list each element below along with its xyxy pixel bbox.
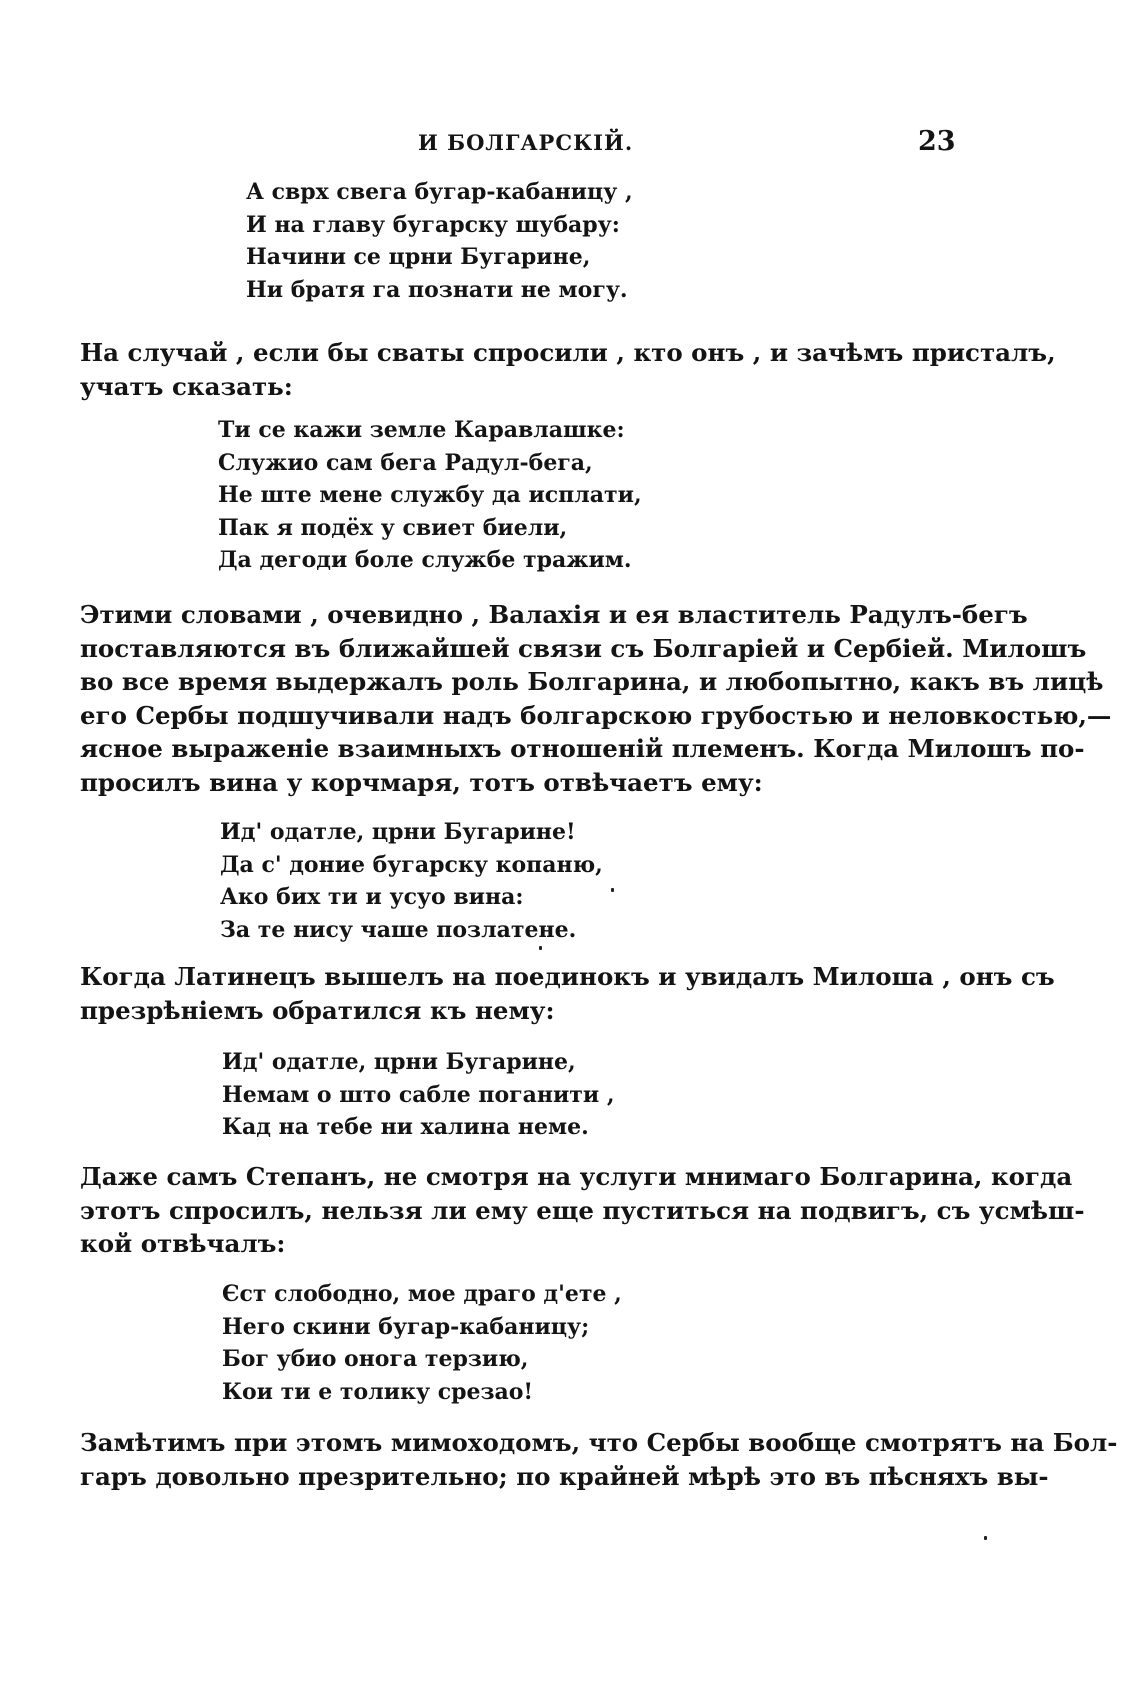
prose-paragraph-5 xyxy=(80,1426,1118,1493)
verse-line: Не штe мене службу да исплати, xyxy=(218,482,642,509)
verse-line: Ако бих ти и усуо вина: xyxy=(220,884,524,911)
scan-speck xyxy=(984,1536,987,1540)
verse-line: Служио сам бега Радул-бега, xyxy=(218,449,593,476)
verse-line: Ти се кажи земле Каравлашке: xyxy=(218,417,625,443)
verse-line: Ид' одатле, црни Бугарине, xyxy=(222,1049,576,1075)
prose-line: поставляются въ ближайшей связи съ Болгаріей и Сербіей. Милошъ xyxy=(80,633,1087,663)
verse-line: Кад на тебе ни халина немe. xyxy=(222,1114,589,1141)
verse-line: Немам о што сабле поганити , xyxy=(222,1081,615,1108)
prose-line: Этими словами , очевидно , Валахія и ея властитель Радулъ-бегъ xyxy=(80,600,1028,629)
prose-paragraph-1 xyxy=(80,336,1056,403)
verse-line: Бог убио онога терзию, xyxy=(222,1346,529,1373)
prose-line: презрѣніемъ обратился къ нему: xyxy=(80,995,555,1025)
running-title: И БОЛГАРСКІЙ. xyxy=(418,130,634,155)
prose-line: гаръ довольно презрительно; по крайней мѣрѣ это въ пѣсняхъ вы- xyxy=(80,1461,1049,1491)
verse-line: Да дегоди боле службе тражим. xyxy=(218,547,632,574)
prose-paragraph-4 xyxy=(80,1160,1085,1261)
verse-line: За те нису чаше позлатене. xyxy=(220,916,577,943)
prose-paragraph-3 xyxy=(80,960,1055,1027)
scan-speck xyxy=(611,888,614,892)
verse-line: Кои ти е толику срезао! xyxy=(222,1378,534,1405)
prose-line: Когда Латинецъ вышелъ на поединокъ и увидалъ Милоша , онъ съ xyxy=(80,962,1055,991)
prose-line: Даже самъ Степанъ, не смотря на услуги мнимаго Болгарина, когда xyxy=(80,1162,1073,1191)
prose-line: просилъ вина у корчмаря, тотъ отвѣчаетъ ему: xyxy=(80,767,763,797)
prose-line: ясное выраженіе взаимныхъ отношеній племенъ. Когда Милошъ по- xyxy=(80,734,1085,764)
prose-line: Замѣтимъ при этомъ мимоходомъ, что Сербы вообще смотрятъ на Бол- xyxy=(80,1428,1118,1457)
prose-paragraph-2 xyxy=(80,598,1112,800)
verse-line: Ни братя га познати не могу. xyxy=(246,276,628,303)
prose-line: этотъ спросилъ, нельзя ли ему еще пуститься на подвигъ, съ усмѣш- xyxy=(80,1195,1085,1225)
prose-line: На случай , если бы сваты спросили , кто онъ , и зачѣмъ присталъ, xyxy=(80,338,1056,367)
verse-line: Єст слободно, мое драго д'ете , xyxy=(222,1281,622,1307)
verse-line: Да с' доние бугарску копаню, xyxy=(220,851,603,878)
verse-block-4 xyxy=(222,1046,615,1144)
scan-speck xyxy=(539,946,542,950)
verse-line: Начини се црни Бугарине, xyxy=(246,244,591,271)
verse-block-2 xyxy=(218,414,642,577)
verse-line: Ид' одатле, црни Бугарине! xyxy=(220,819,576,845)
verse-line: А сврх свега бугар-кабаницу , xyxy=(246,179,633,205)
prose-line: учатъ сказать: xyxy=(80,371,293,401)
verse-block-1 xyxy=(246,176,633,306)
verse-line: Пак я подёх у свиет биели, xyxy=(218,514,568,541)
prose-line: во все время выдержалъ роль Болгарина, и любопытно, какъ въ лицѣ xyxy=(80,667,1104,697)
verse-line: Него скини бугар-кабаницу; xyxy=(222,1313,590,1340)
prose-line: его Сербы подшучивали надъ болгарскою грубостью и неловкостью,— xyxy=(80,700,1112,730)
page-number: 23 xyxy=(918,126,956,157)
verse-line: И на главу бугарску шубару: xyxy=(246,211,620,238)
verse-block-3 xyxy=(220,816,603,946)
verse-block-5 xyxy=(222,1278,622,1408)
prose-line: кой отвѣчалъ: xyxy=(80,1229,286,1259)
